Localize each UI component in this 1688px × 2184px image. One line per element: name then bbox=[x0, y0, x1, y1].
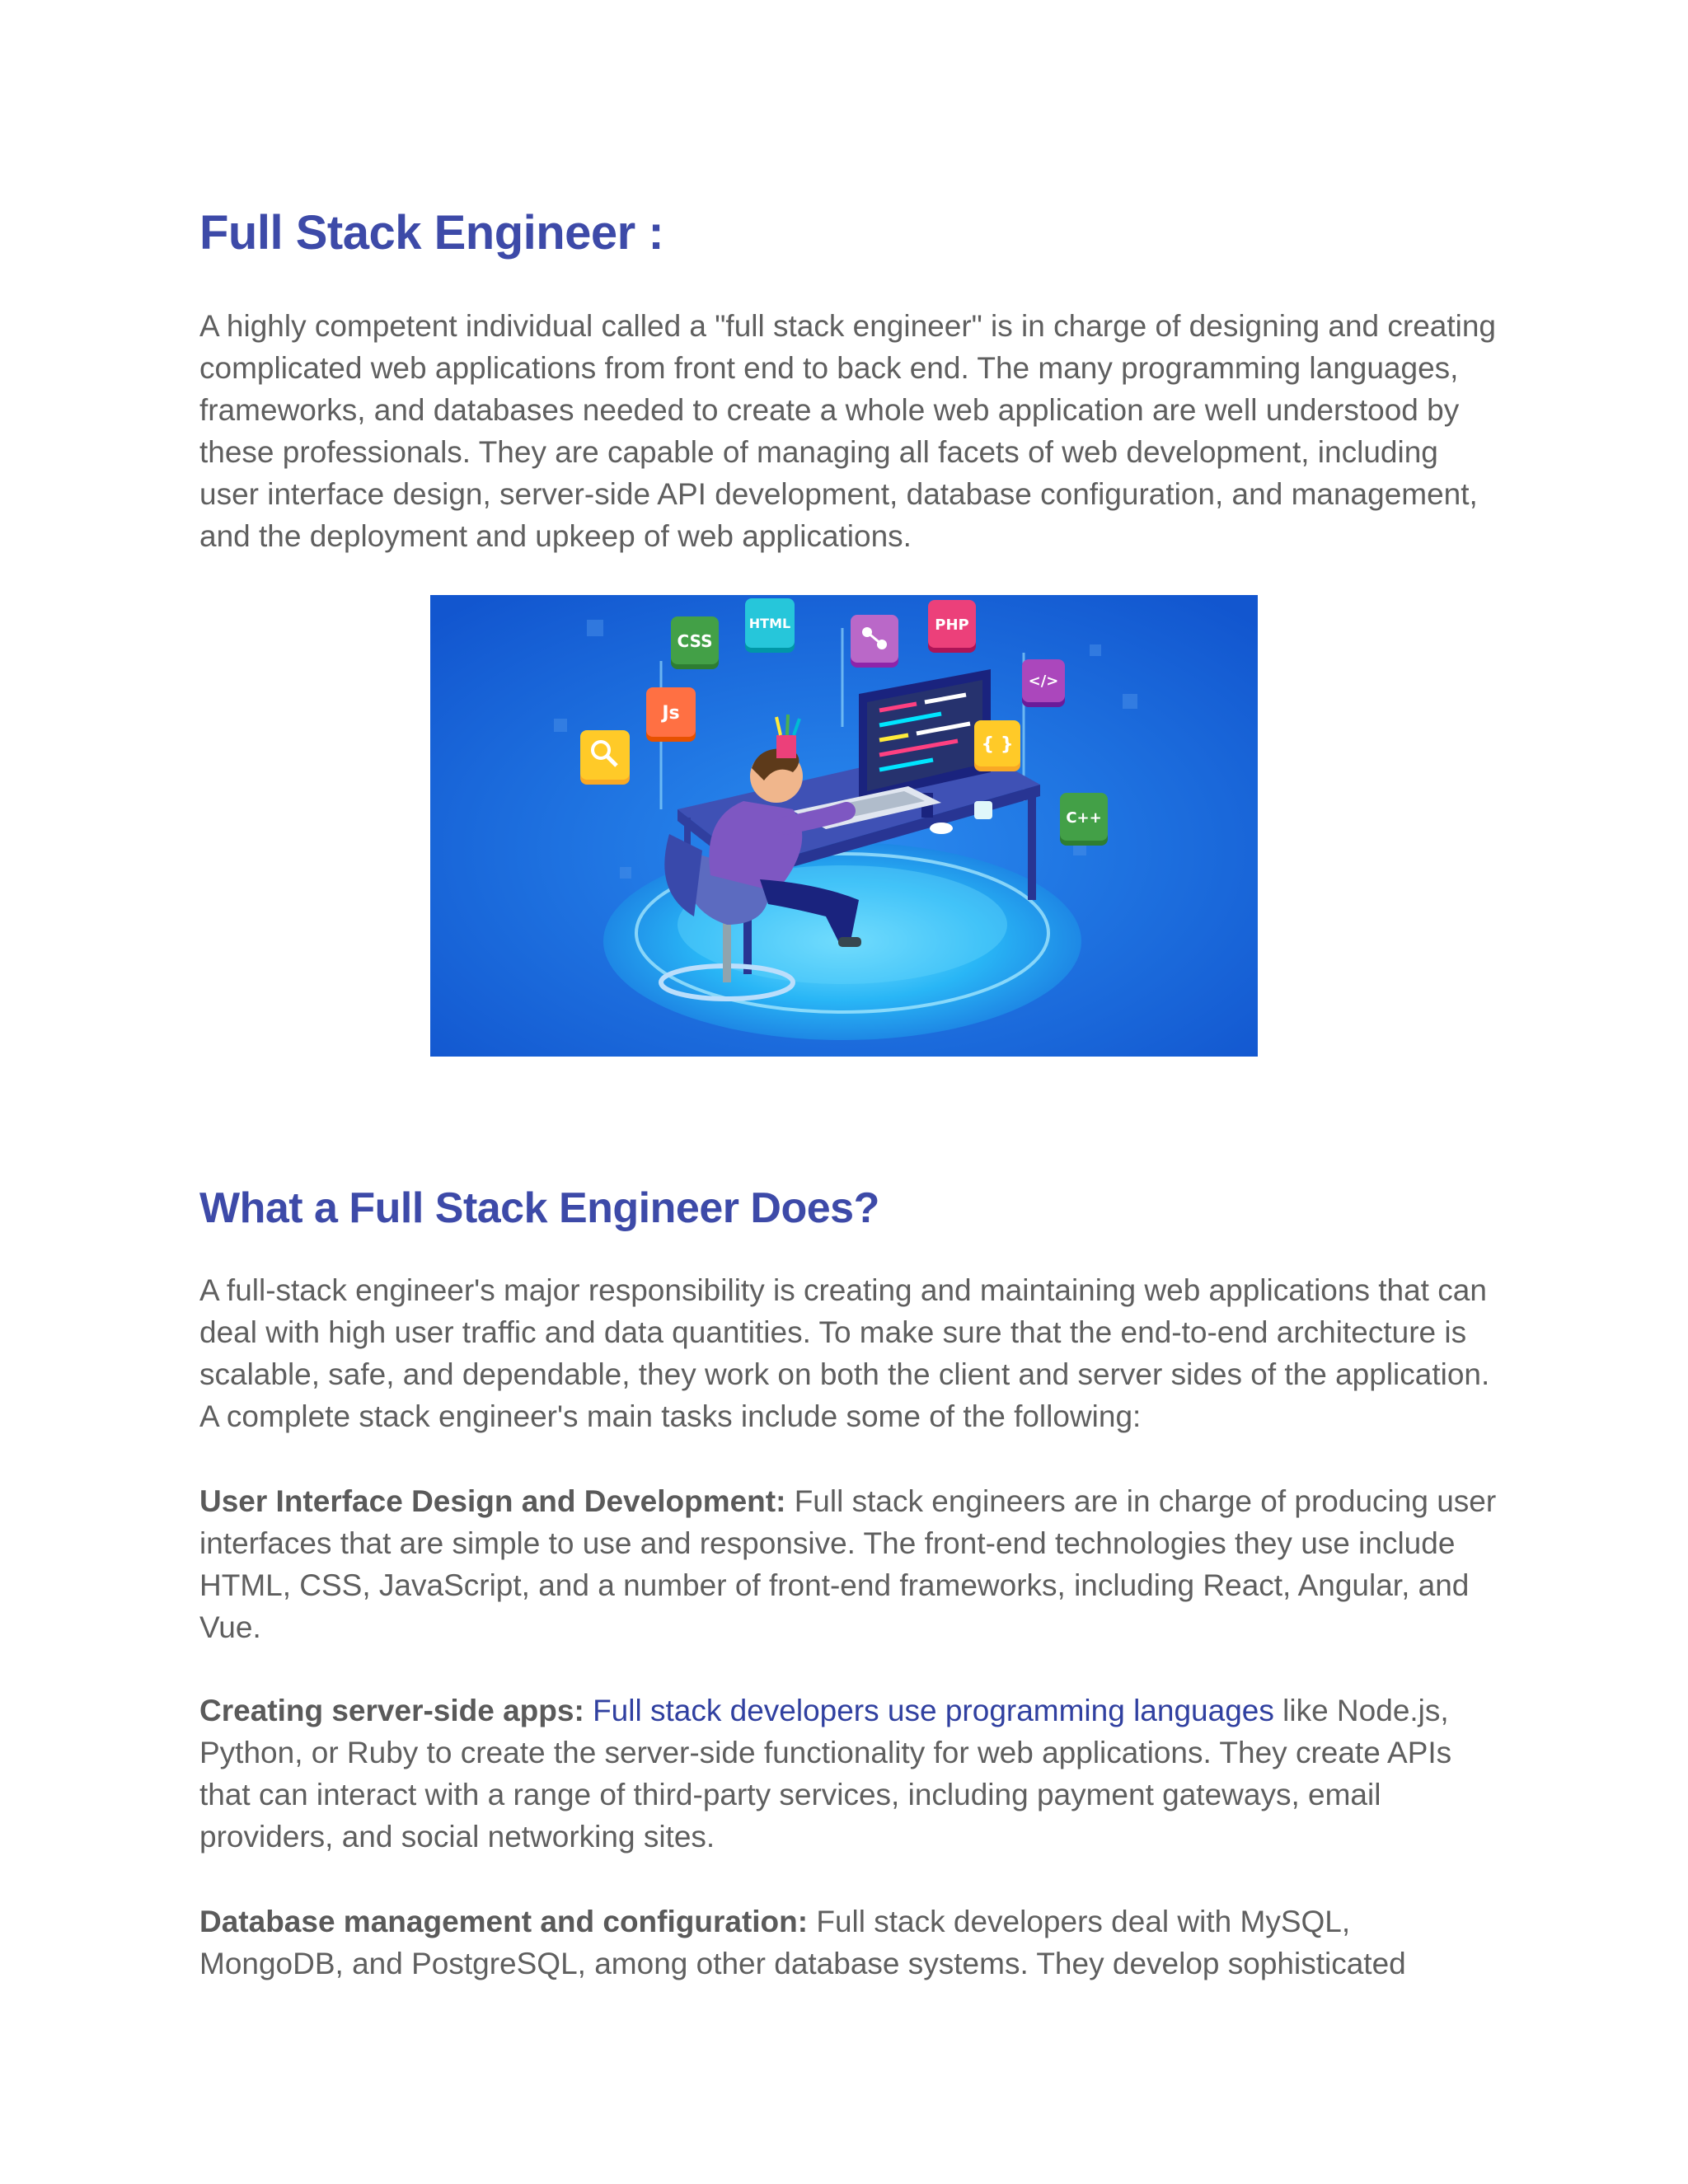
responsibility-database bbox=[199, 1900, 1502, 1985]
php-tile bbox=[928, 600, 976, 653]
responsibility-title: Database management and configuration: bbox=[199, 1905, 809, 1938]
responsibility-text: Full stack developers deal with MySQL, MongoDB, and PostgreSQL, among other database systems. They develop sophisticated bbox=[199, 1905, 1406, 1980]
code-tile bbox=[1022, 659, 1065, 707]
page-title: Full Stack Engineer : bbox=[199, 206, 664, 260]
responsibility-title: Creating server-side apps: bbox=[199, 1694, 584, 1727]
search-tile bbox=[580, 730, 630, 785]
js-tile bbox=[646, 687, 696, 742]
responsibility-ui-design bbox=[199, 1480, 1502, 1648]
svg-text:C++: C++ bbox=[1066, 809, 1102, 827]
svg-text:{ }: { } bbox=[981, 734, 1014, 755]
intro-paragraph: A highly competent individual called a "full stack engineer" is in charge of designing and creating complicated web applications from front end to back end. The many programming languages, frameworks, and databases needed to create a whole web application are well understood by these professionals. They are capable of managing all facets of web development, including user interface design, server-side API development, database configuration, and management, and the deployment and upkeep of web applications. bbox=[199, 309, 1497, 553]
svg-text:Js: Js bbox=[662, 703, 680, 724]
braces-tile bbox=[974, 720, 1020, 771]
responsibility-text: Full stack engineers are in charge of producing user interfaces that are simple to use and responsive. The front-end technologies they use include HTML, CSS, JavaScript, and a number of front-end frameworks, including React, Angular, and Vue. bbox=[199, 1484, 1497, 1644]
responsibility-server-side bbox=[199, 1690, 1502, 1858]
full-stack-illustration bbox=[430, 595, 1258, 1057]
html-tile bbox=[745, 598, 795, 653]
programming-languages-link[interactable]: Full stack developers use programming languages bbox=[593, 1694, 1274, 1727]
responsibility-text: like Node.js, Python, or Ruby to create the server-side functionality for web applications. They create APIs that can interact with a range of third-party services, including payment gateways, email providers, and social networking sites. bbox=[199, 1694, 1452, 1854]
svg-text:CSS: CSS bbox=[677, 631, 713, 651]
css-tile bbox=[671, 616, 719, 669]
section-intro-paragraph: A full-stack engineer's major responsibility is creating and maintaining web applications that can deal with high user traffic and data quantities. To make sure that the end-to-end architecture is scalable, safe, and dependable, they work on both the client and server sides of the application. A complete stack engineer's main tasks include some of the following: bbox=[199, 1273, 1490, 1433]
svg-text:HTML: HTML bbox=[748, 616, 791, 631]
cpp-tile bbox=[1060, 793, 1108, 846]
network-tile bbox=[851, 615, 898, 668]
svg-text:PHP: PHP bbox=[935, 616, 969, 634]
svg-text:</>: </> bbox=[1028, 673, 1059, 690]
section-heading: What a Full Stack Engineer Does? bbox=[199, 1184, 879, 1232]
responsibility-title: User Interface Design and Development: bbox=[199, 1484, 786, 1518]
